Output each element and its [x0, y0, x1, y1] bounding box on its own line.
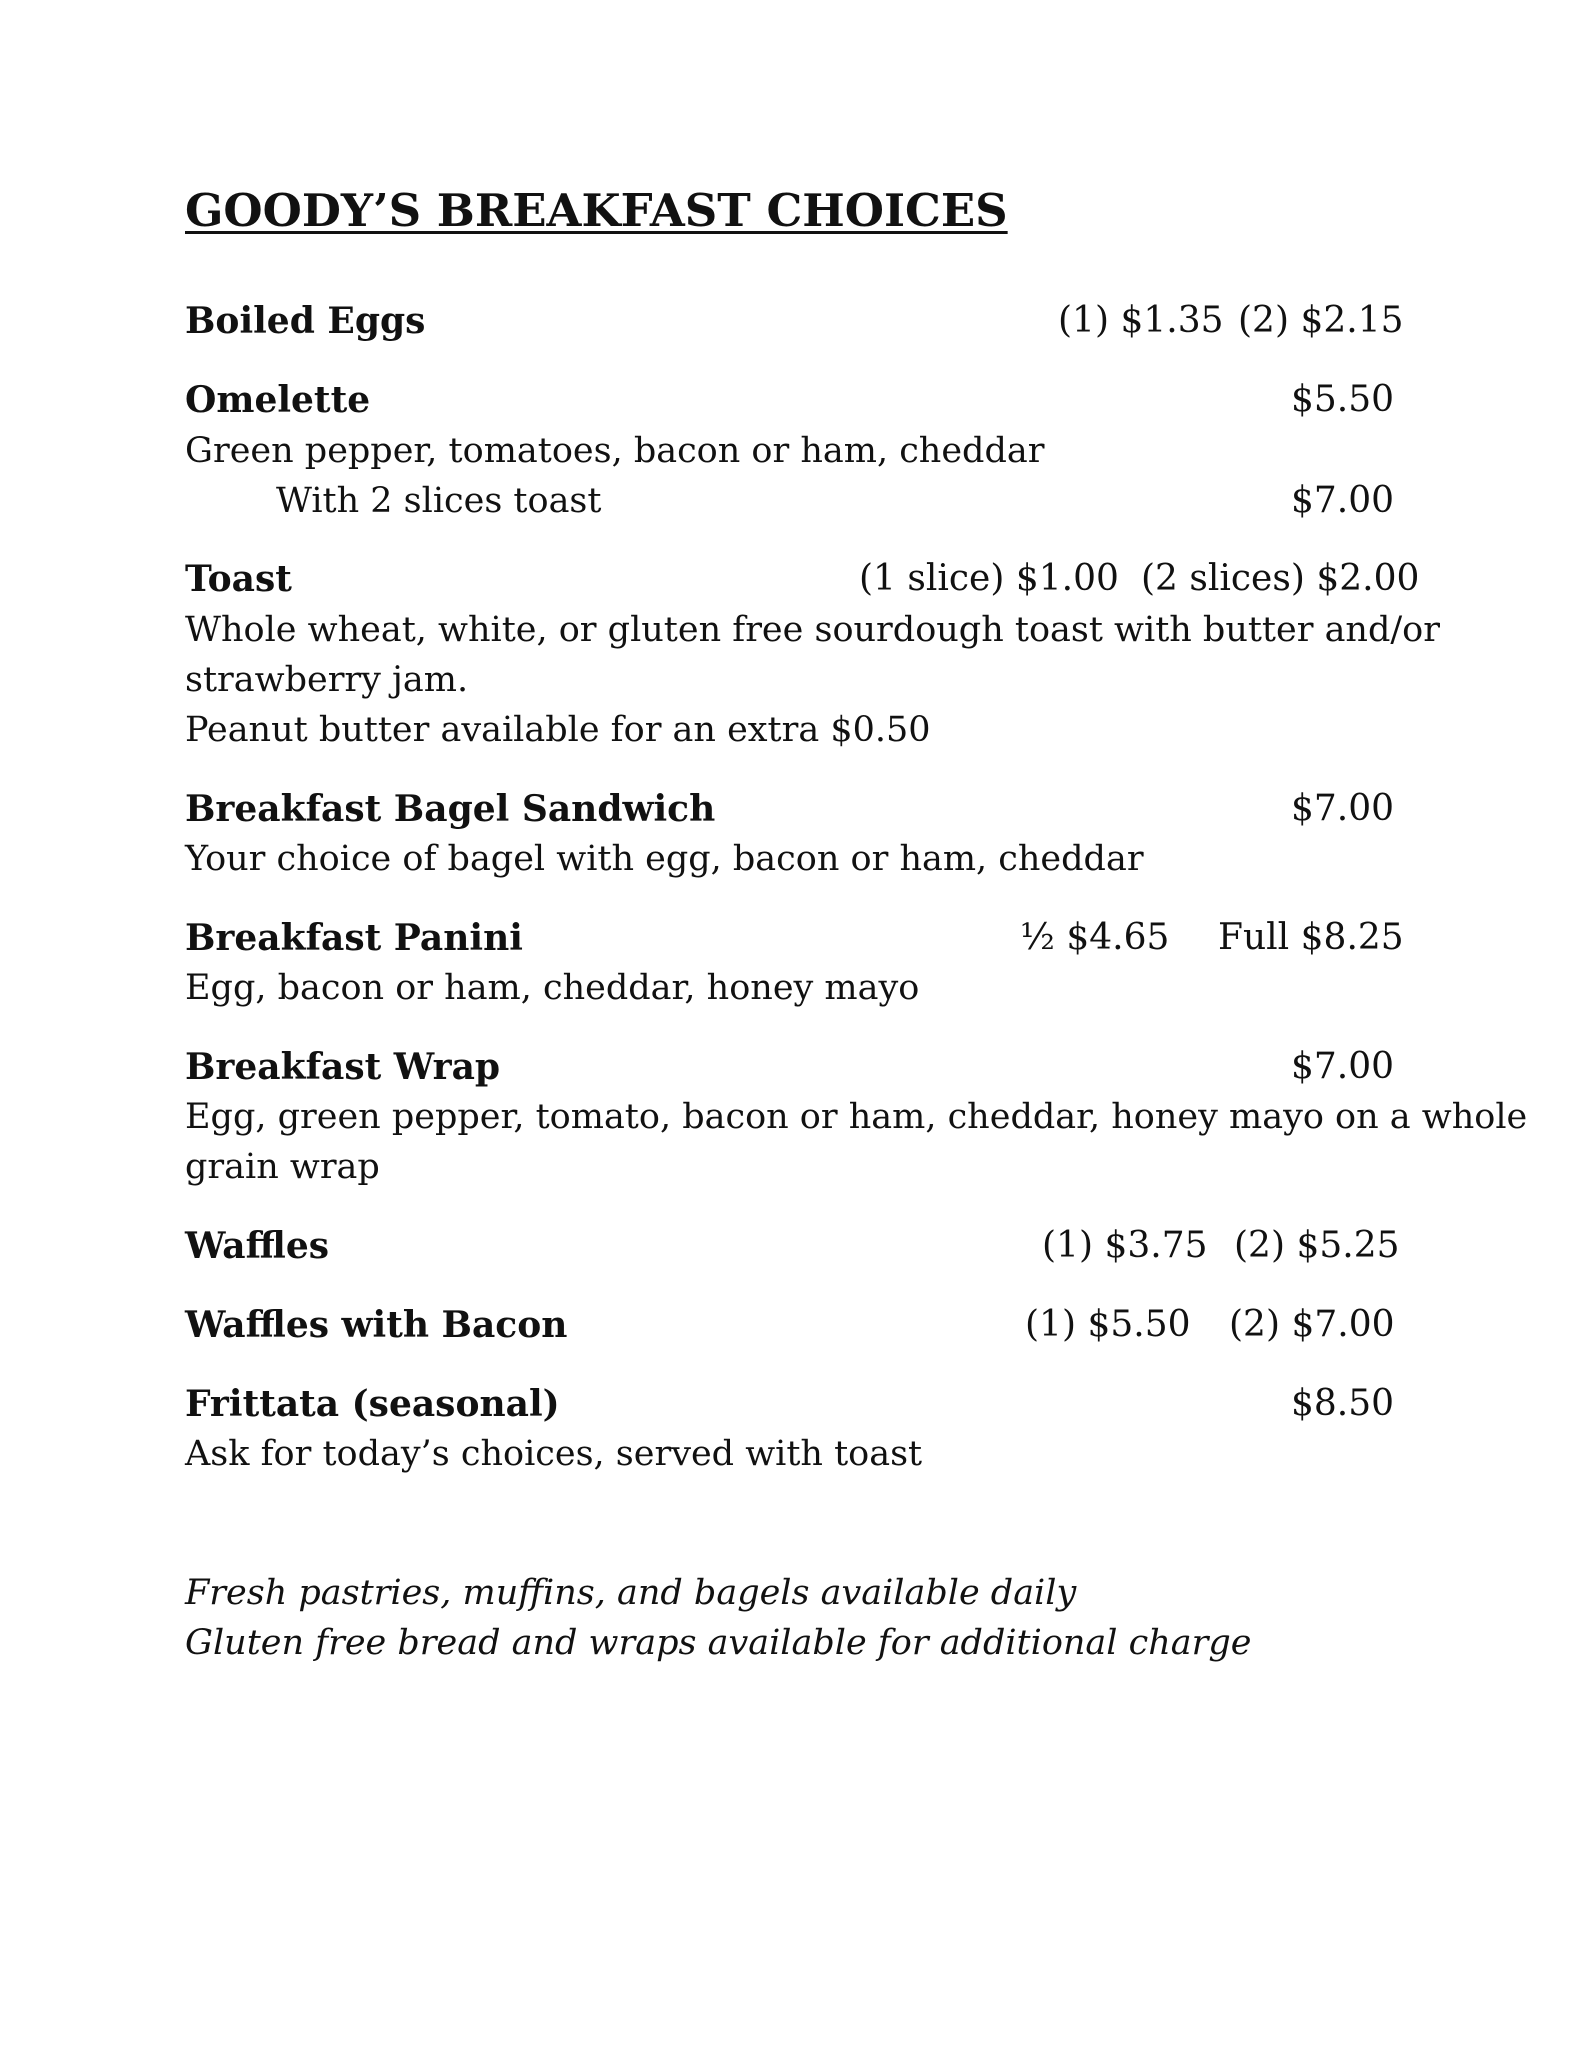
item-name: Toast	[185, 558, 292, 600]
item-description: grain wrap	[185, 1147, 380, 1187]
item-price-single: (1 slice) $1.00	[859, 558, 1119, 599]
item-price-single: (1) $5.50	[1025, 1304, 1191, 1345]
item-name: Breakfast Panini	[185, 917, 523, 959]
item-price-double: (2) $2.15	[1238, 300, 1404, 341]
item-description: Egg, green pepper, tomato, bacon or ham, cheddar, honey mayo on a whole	[185, 1097, 1528, 1137]
item-name: Boiled Eggs	[185, 300, 426, 342]
item-description: Green pepper, tomatoes, bacon or ham, cheddar	[185, 431, 1045, 471]
footnote-gluten-free: Gluten free bread and wraps available for additional charge	[185, 1623, 1252, 1663]
item-option-price: $7.00	[1291, 480, 1395, 521]
item-description: Egg, bacon or ham, cheddar, honey mayo	[185, 968, 920, 1008]
item-name: Omelette	[185, 379, 371, 421]
item-price-half: ½ $4.65	[1020, 917, 1170, 958]
item-name: Breakfast Wrap	[185, 1046, 501, 1088]
item-price: $7.00	[1291, 1046, 1395, 1087]
item-price-single: (1) $3.75	[1042, 1225, 1208, 1266]
item-price: $7.00	[1291, 788, 1395, 829]
item-price-double: (2 slices) $2.00	[1141, 558, 1420, 599]
item-name: Waffles with Bacon	[185, 1304, 568, 1346]
item-description: Ask for today’s choices, served with toast	[185, 1434, 923, 1474]
item-description: Peanut butter available for an extra $0.50	[185, 710, 931, 750]
item-name: Waffles	[185, 1225, 329, 1267]
item-price-double: (2) $7.00	[1229, 1304, 1395, 1345]
item-description: Whole wheat, white, or gluten free sourdough toast with butter and/or	[185, 610, 1440, 650]
item-price-full: Full $8.25	[1218, 917, 1404, 958]
item-name: Breakfast Bagel Sandwich	[185, 788, 716, 830]
item-description: Your choice of bagel with egg, bacon or ham, cheddar	[185, 839, 1144, 879]
item-price-double: (2) $5.25	[1234, 1225, 1400, 1266]
item-price: $5.50	[1291, 379, 1395, 420]
item-price-single: (1) $1.35	[1058, 300, 1224, 341]
footnote-pastries: Fresh pastries, muffins, and bagels available daily	[185, 1573, 1077, 1613]
item-name: Frittata (seasonal)	[185, 1383, 560, 1425]
menu-title: GOODY’S BREAKFAST CHOICES	[185, 184, 1008, 237]
item-option-label: With 2 slices toast	[276, 481, 602, 521]
item-description: strawberry jam.	[185, 660, 469, 700]
item-price: $8.50	[1291, 1383, 1395, 1424]
